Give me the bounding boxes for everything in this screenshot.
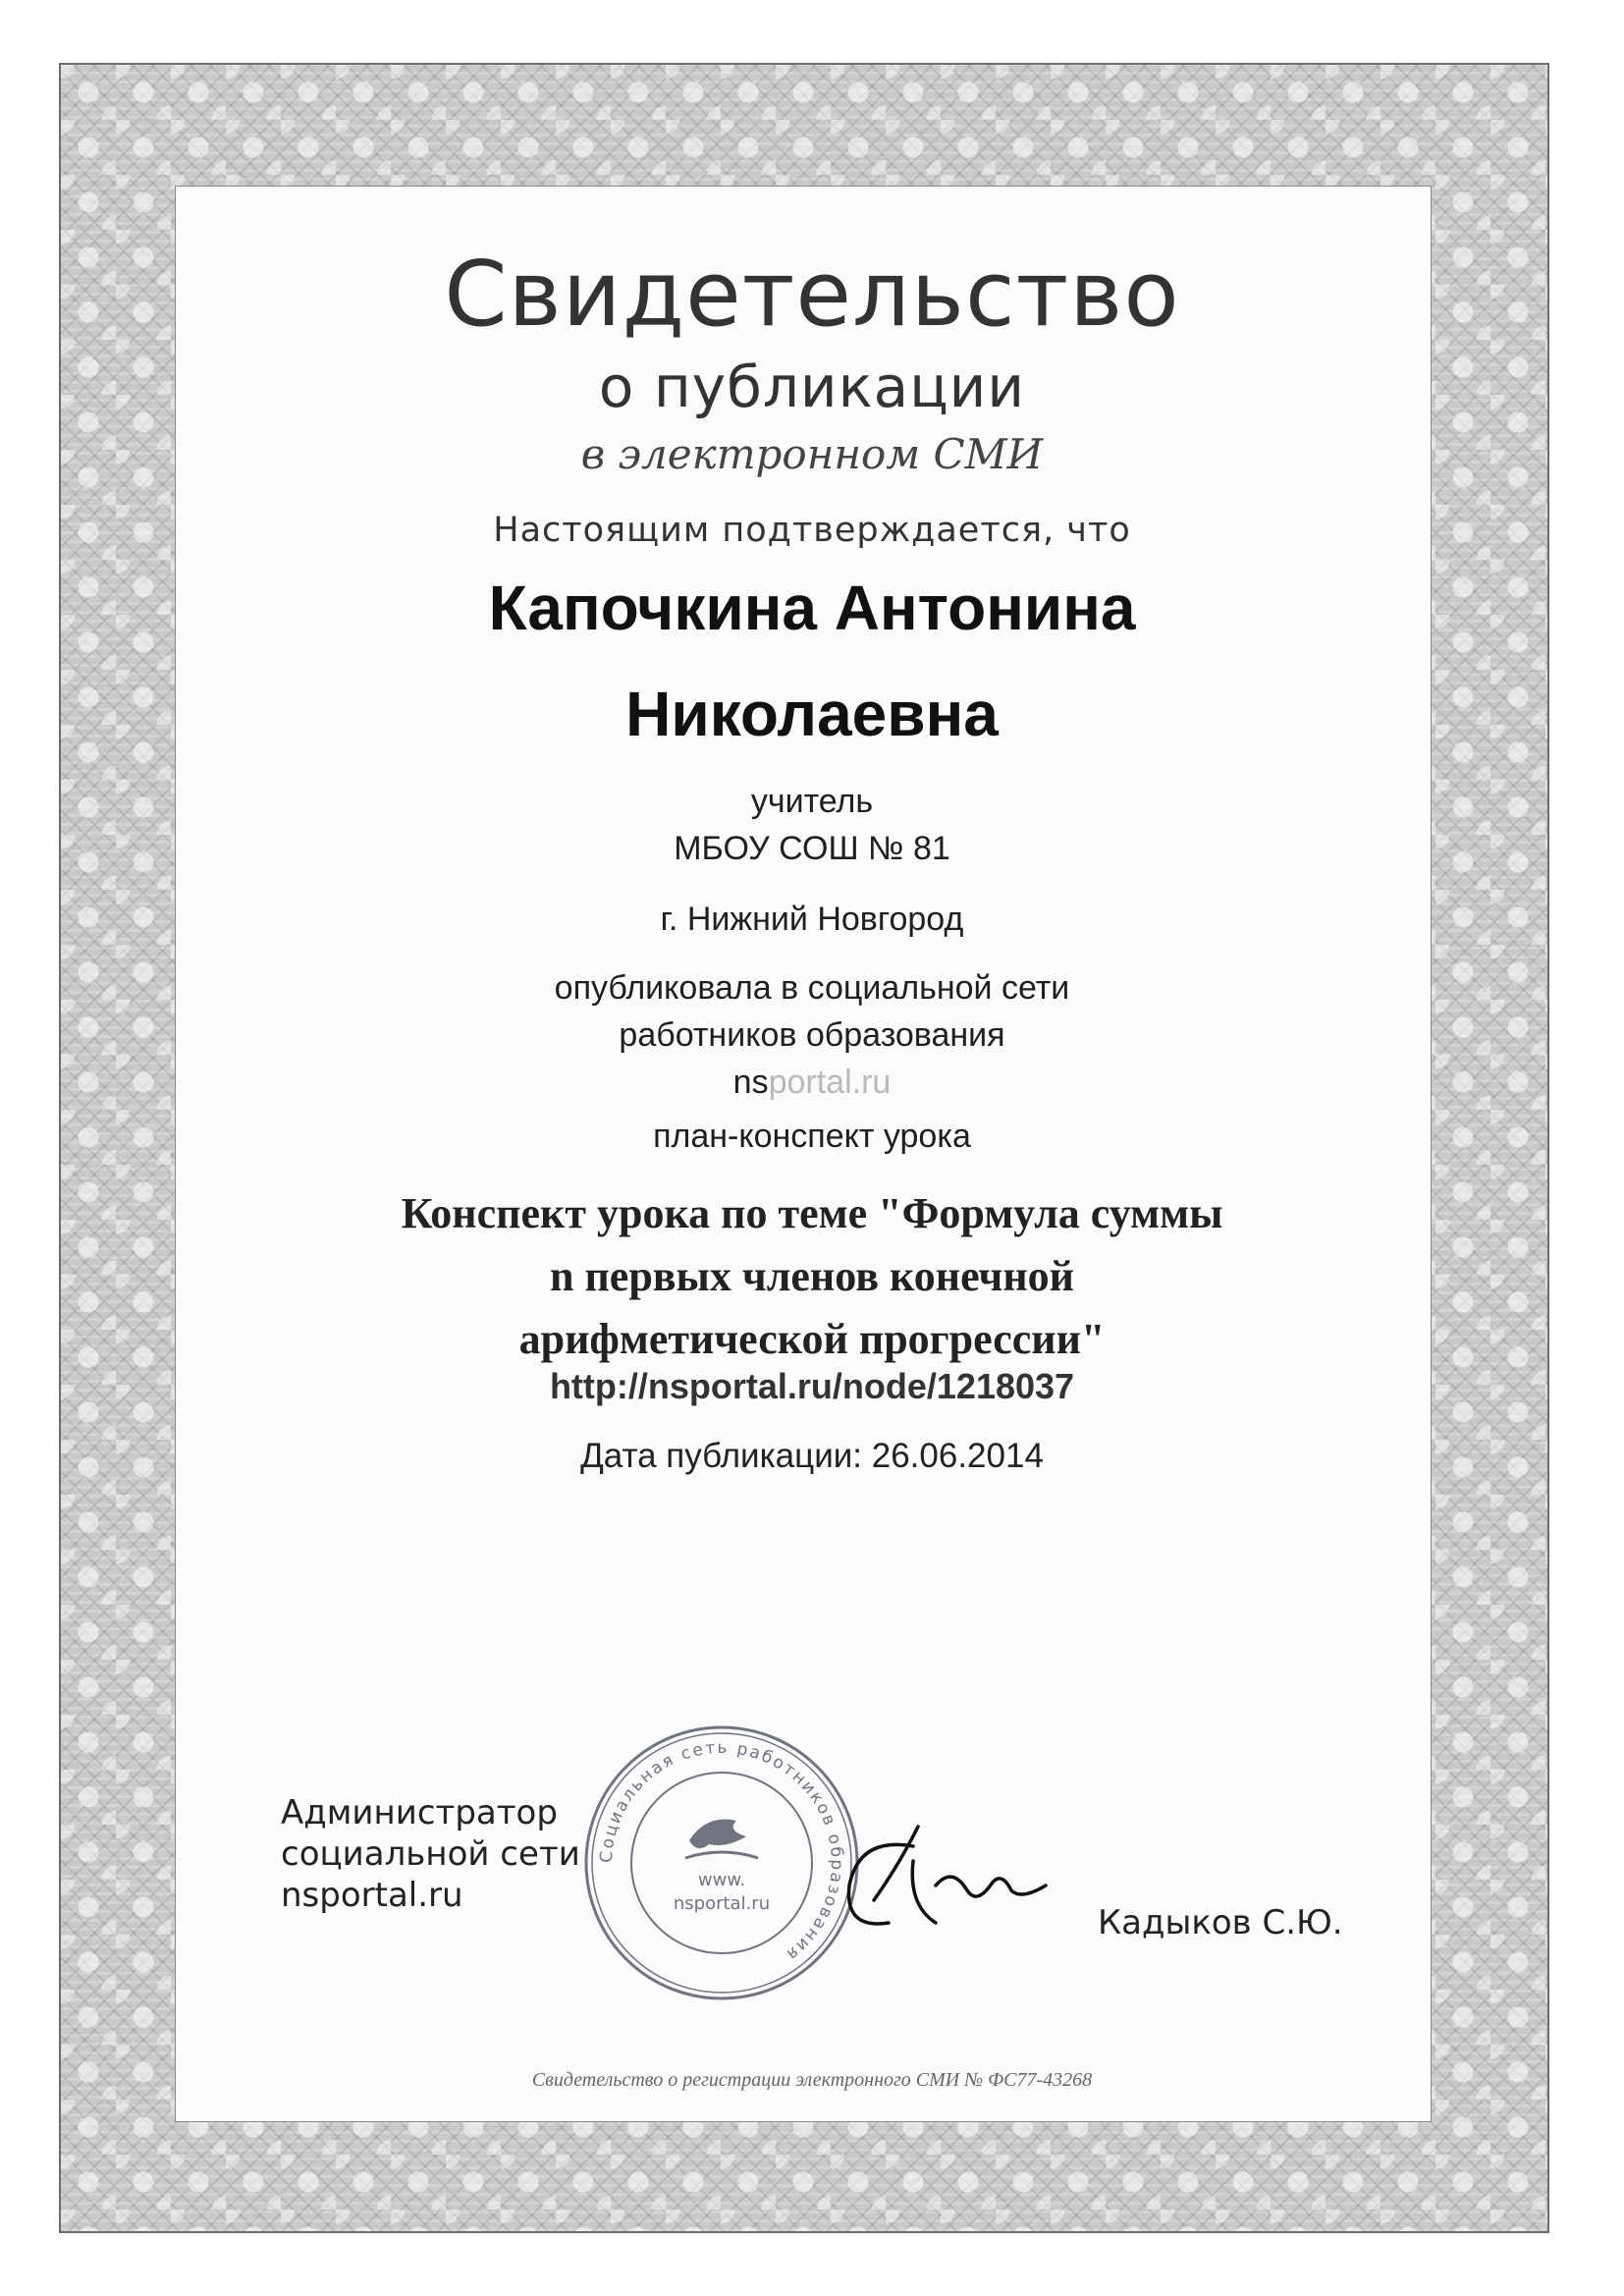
stamp-site: nsportal.ru	[673, 1893, 771, 1914]
recipient-city: г. Нижний Новгород	[660, 901, 964, 938]
admin-block	[281, 1792, 580, 1916]
published-text-line2: работников образования	[619, 1016, 1005, 1054]
recipient-school: МБОУ СОШ № 81	[674, 830, 950, 867]
signer-name: Кадыков С.Ю.	[1098, 1903, 1343, 1942]
site-name-part2: portal.ru	[768, 1064, 892, 1101]
admin-line2: социальной сети	[281, 1834, 580, 1874]
admin-line1: Администратор	[281, 1793, 558, 1832]
certificate-subtitle: о публикации	[598, 354, 1026, 420]
publication-url[interactable]: http://nsportal.ru/node/1218037	[549, 1366, 1075, 1406]
site-name-part1: ns	[732, 1064, 769, 1101]
topic-line2: n первых членов конечной	[549, 1252, 1075, 1300]
stamp-emblem-icon	[689, 1820, 746, 1849]
certificate-subtitle-italic: в электронном СМИ	[580, 430, 1044, 478]
stamp-www: www.	[697, 1870, 746, 1890]
registration-footer: Свидетельство о регистрации электронного СМИ № ФС77-43268	[531, 2069, 1093, 2091]
recipient-position: учитель	[750, 783, 874, 820]
recipient-name-line1: Капочкина Антонина	[488, 573, 1136, 643]
topic-line3: арифметической прогрессии"	[518, 1315, 1106, 1363]
publication-date: Дата публикации: 26.06.2014	[580, 1437, 1044, 1475]
site-name	[0, 1064, 1624, 1102]
published-text-line1: опубликовала в социальной сети	[554, 969, 1070, 1007]
stamp-outer-text: Социальная сеть работников образования	[596, 1737, 847, 1966]
material-type: план-конспект урока	[653, 1118, 971, 1155]
confirm-text: Настоящим подтверждается, что	[493, 511, 1131, 550]
topic-line1: Конспект урока по теме "Формула суммы	[401, 1189, 1223, 1237]
handwritten-signature	[820, 1807, 1085, 1954]
admin-line3: nsportal.ru	[281, 1876, 463, 1915]
certificate-title: Свидетельство	[444, 242, 1180, 347]
recipient-name-line2: Николаевна	[625, 679, 999, 749]
